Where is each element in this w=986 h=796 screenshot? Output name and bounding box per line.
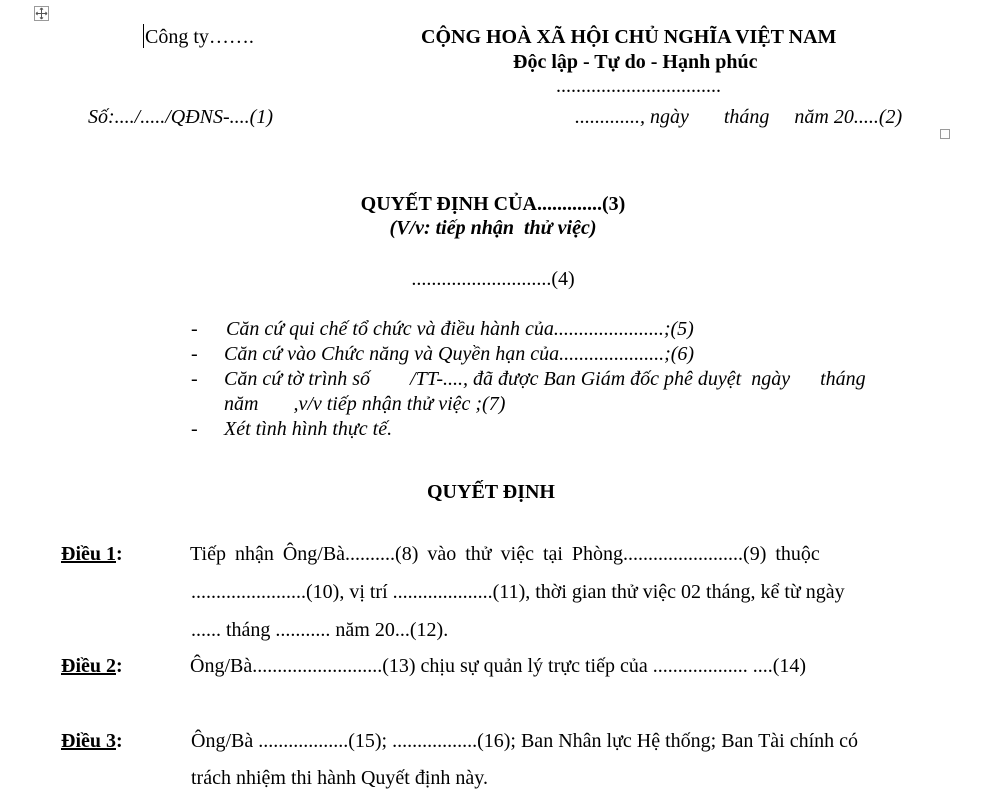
decision-title: QUYẾT ĐỊNH CỦA.............(3) bbox=[360, 193, 626, 215]
base-dash: - bbox=[191, 368, 198, 390]
article-label-text: Điều 1 bbox=[61, 543, 116, 565]
base-dash: - bbox=[191, 318, 198, 340]
decision-heading: QUYẾT ĐỊNH bbox=[427, 481, 555, 503]
base-item: Căn cứ vào Chức năng và Quyền hạn của.....................;(6) bbox=[224, 343, 695, 365]
article-1-label: Điều 1: bbox=[61, 543, 123, 565]
article-2-label: Điều 2: bbox=[61, 655, 123, 677]
article-1-line: Tiếp nhận Ông/Bà..........(8) vào thử việc tại Phòng........................(9) thuộc bbox=[190, 543, 820, 565]
decision-subject: (V/v: tiếp nhận thử việc) bbox=[389, 217, 597, 239]
table-resize-handle-icon[interactable] bbox=[940, 129, 950, 139]
article-3-line: trách nhiệm thi hành Quyết định này. bbox=[191, 767, 488, 789]
article-2-line: Ông/Bà..........................(13) chịu sự quản lý trực tiếp của ................... ....(14) bbox=[190, 655, 807, 677]
article-label-text: Điều 3 bbox=[61, 730, 116, 752]
article-1-line: .......................(10), vị trí ....................(11), thời gian thử việc 02 tháng, kể từ ngày bbox=[191, 581, 845, 603]
base-item: Xét tình hình thực tế. bbox=[224, 418, 393, 440]
place-date: ............., ngày tháng năm 20.....(2) bbox=[575, 106, 903, 128]
article-3-line: Ông/Bà ..................(15); .................(16); Ban Nhân lực Hệ thống; Ban Tài chính có bbox=[191, 730, 859, 752]
base-item: Căn cứ tờ trình số /TT-...., đã được Ban Giám đốc phê duyệt ngày tháng bbox=[224, 368, 866, 390]
article-3-label: Điều 3: bbox=[61, 730, 123, 752]
base-item-continuation: năm ,v/v tiếp nhận thử việc ;(7) bbox=[224, 393, 506, 415]
base-dash: - bbox=[191, 343, 198, 365]
company-name: Công ty……. bbox=[145, 26, 254, 48]
nation-title: CỘNG HOÀ XÃ HỘI CHỦ NGHĨA VIỆT NAM bbox=[421, 26, 837, 48]
article-label-text: Điều 2 bbox=[61, 655, 116, 677]
issuing-authority: ............................(4) bbox=[411, 268, 575, 290]
document-number: Số:..../...../QĐNS-....(1) bbox=[88, 106, 273, 128]
article-1-line: ...... tháng ........... năm 20...(12). bbox=[191, 619, 449, 641]
base-item: Căn cứ qui chế tổ chức và điều hành của......................;(5) bbox=[226, 318, 694, 340]
motto-underline: ................................. bbox=[556, 75, 721, 97]
table-move-handle-icon[interactable] bbox=[34, 6, 49, 21]
national-motto: Độc lập - Tự do - Hạnh phúc bbox=[513, 51, 758, 73]
base-dash: - bbox=[191, 418, 198, 440]
text-cursor bbox=[143, 24, 144, 48]
